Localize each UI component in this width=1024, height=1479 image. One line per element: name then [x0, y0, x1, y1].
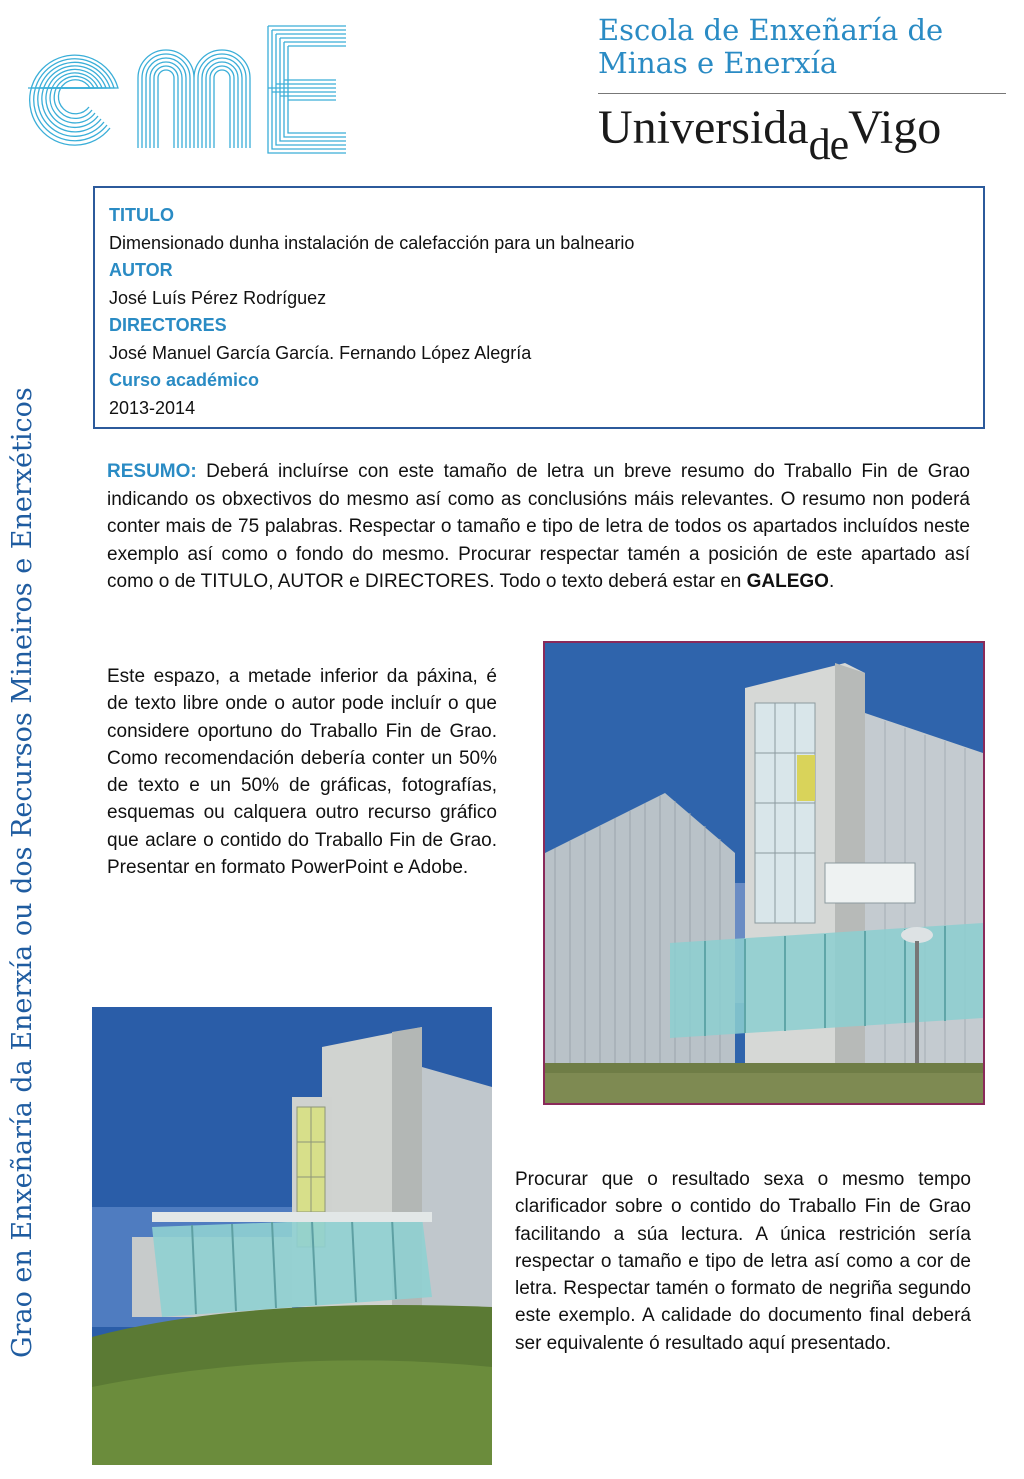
abstract-text: Deberá incluírse con este tamaño de letra un breve resumo do Traballo Fin de Grao indicando os obxectivos do mesmo así como as conclusións máis relevantes. O resumo non poderá conter mais de 75 palabras. Respectar o tamaño e tipo de letra de todos os apartados incluídos neste exemplo así como o fondo do mesmo. Procurar respectar tamén a posición de este apartado así como o de TITULO, AUTOR e DIRECTORES. Todo o texto deberá estar en: [107, 461, 970, 592]
abstract-bold-word: GALEGO: [746, 571, 829, 592]
header-divider: [598, 93, 1006, 94]
title-value: Dimensionado dunha instalación de calefacción para un balneario: [109, 232, 635, 253]
abstract-end: .: [828, 571, 835, 592]
school-name: [598, 14, 998, 80]
abstract: [107, 458, 970, 596]
eme-logo: [20, 18, 350, 163]
building-photo-1: [543, 641, 985, 1105]
title-label: TITULO: [109, 205, 174, 225]
university-part2: de: [808, 120, 849, 169]
directors-label: DIRECTORES: [109, 315, 227, 335]
school-name-line1: Escola de Enxeñaría de: [598, 13, 944, 47]
university-part1: Universida: [598, 101, 809, 154]
university-part3: Vigo: [848, 101, 942, 154]
author-value: José Luís Pérez Rodríguez: [109, 287, 327, 308]
building-photo-2: [92, 1007, 492, 1465]
body-text-1: Este espazo, a metade inferior da páxina, é de texto libre onde o autor pode incluír o que considere oportuno do Traballo Fin de Grao. Como recomendación debería conter un 50% de texto e un 50% de gráficas, fotografías, esquemas ou calquera outro recurso gráfico que aclare o contido do Traballo Fin de Grao. Presentar en formato PowerPoint e Adobe.: [107, 666, 497, 879]
year-label: Curso académico: [109, 370, 260, 390]
year-value: 2013-2014: [109, 397, 196, 418]
abstract-label: RESUMO:: [107, 461, 197, 482]
info-box: [93, 186, 985, 429]
directors-value: José Manuel García García. Fernando López Alegría: [109, 342, 532, 363]
school-name-line2: Minas e Enerxía: [598, 46, 838, 80]
university-logo: [598, 100, 1018, 170]
author-label: AUTOR: [109, 260, 173, 280]
body-text-2: Procurar que o resultado sexa o mesmo tempo clarificador sobre o contido do Traballo Fin de Grao facilitando a súa lectura. A única restrición sería respectar o tamaño e tipo de letra así como a cor de letra. Respectar tamén o formato de negriña segundo este exemplo. A calidade do documento final deberá ser equivalente ó resultado aquí presentado.: [515, 1169, 971, 1354]
degree-title: Grao en Enxeñaría da Enerxía ou dos Recursos Mineiros e Enerxéticos: [7, 387, 38, 1358]
